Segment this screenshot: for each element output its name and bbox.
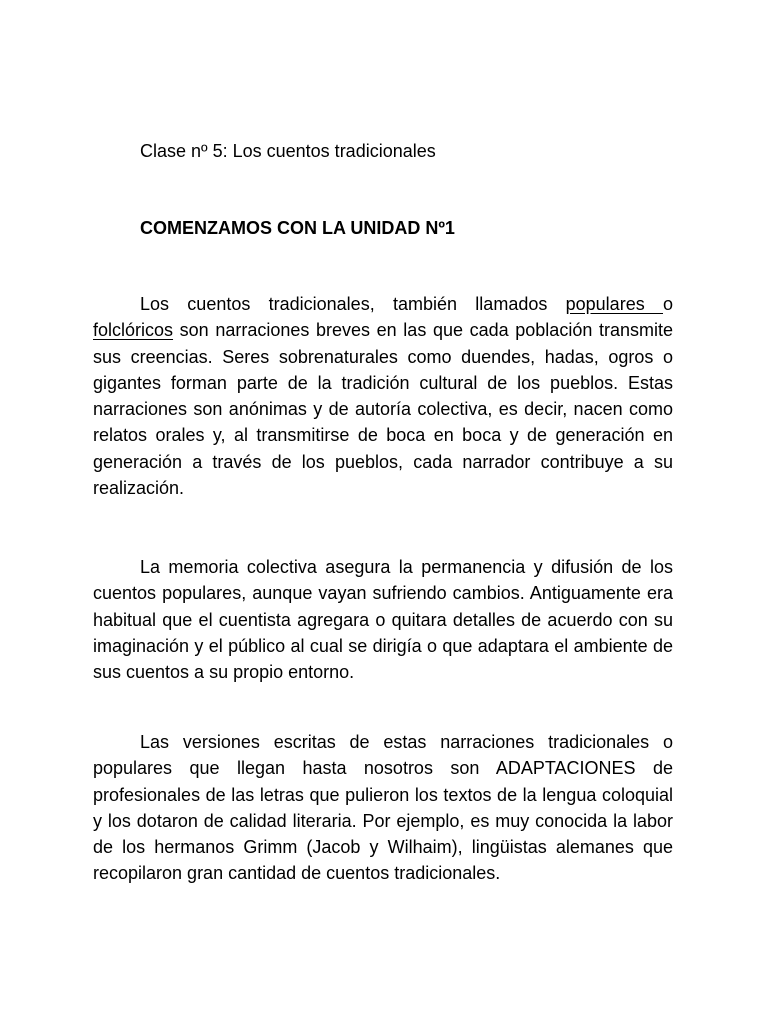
unit-heading: COMENZAMOS CON LA UNIDAD Nº1 <box>140 218 455 238</box>
paragraph-intro-text: Los cuentos tradicionales, también llamados <box>140 294 566 314</box>
paragraph-body-text: son narraciones breves en las que cada población transmite sus creencias. Seres sobrenaturales como duendes, hadas, ogros o gigantes forman parte de la tradición cultural de los pueblos. Estas narraciones son anónimas y de autoría colectiva, es decir, nacen como relatos orales y, al transmitirse de boca en boca y de generación en generación a través de los pueblos, cada narrador contribuye a su realización. <box>93 320 673 499</box>
paragraph-collective-memory: La memoria colectiva asegura la permanencia y difusión de los cuentos populares, aunque vayan sufriendo cambios. Antiguamente era habitual que el cuentista agregara o quitara detalles de acuerdo con su imaginación y el público al cual se dirigía o que adaptara el ambiente de sus cuentos a su propio entorno. <box>93 557 673 683</box>
paragraph-written-versions: Las versiones escritas de estas narraciones tradicionales o populares que llegan hasta nosotros son ADAPTACIONES de profesionales de las letras que pulieron los textos de la lengua coloquial y los dotaron de calidad literaria. Por ejemplo, es muy conocida la labor de los hermanos Grimm (Jacob y Wilhaim), lingüistas alemanes que recopilaron gran cantidad de cuentos tradicionales. <box>93 732 673 884</box>
underlined-term-folcloricos: folclóricos <box>93 320 174 341</box>
paragraph-connector-text: o <box>663 294 674 314</box>
class-title: Clase nº 5: Los cuentos tradicionales <box>140 141 436 161</box>
underlined-term-populares: populares <box>565 294 663 314</box>
paragraph-traditional-tales <box>93 291 673 501</box>
